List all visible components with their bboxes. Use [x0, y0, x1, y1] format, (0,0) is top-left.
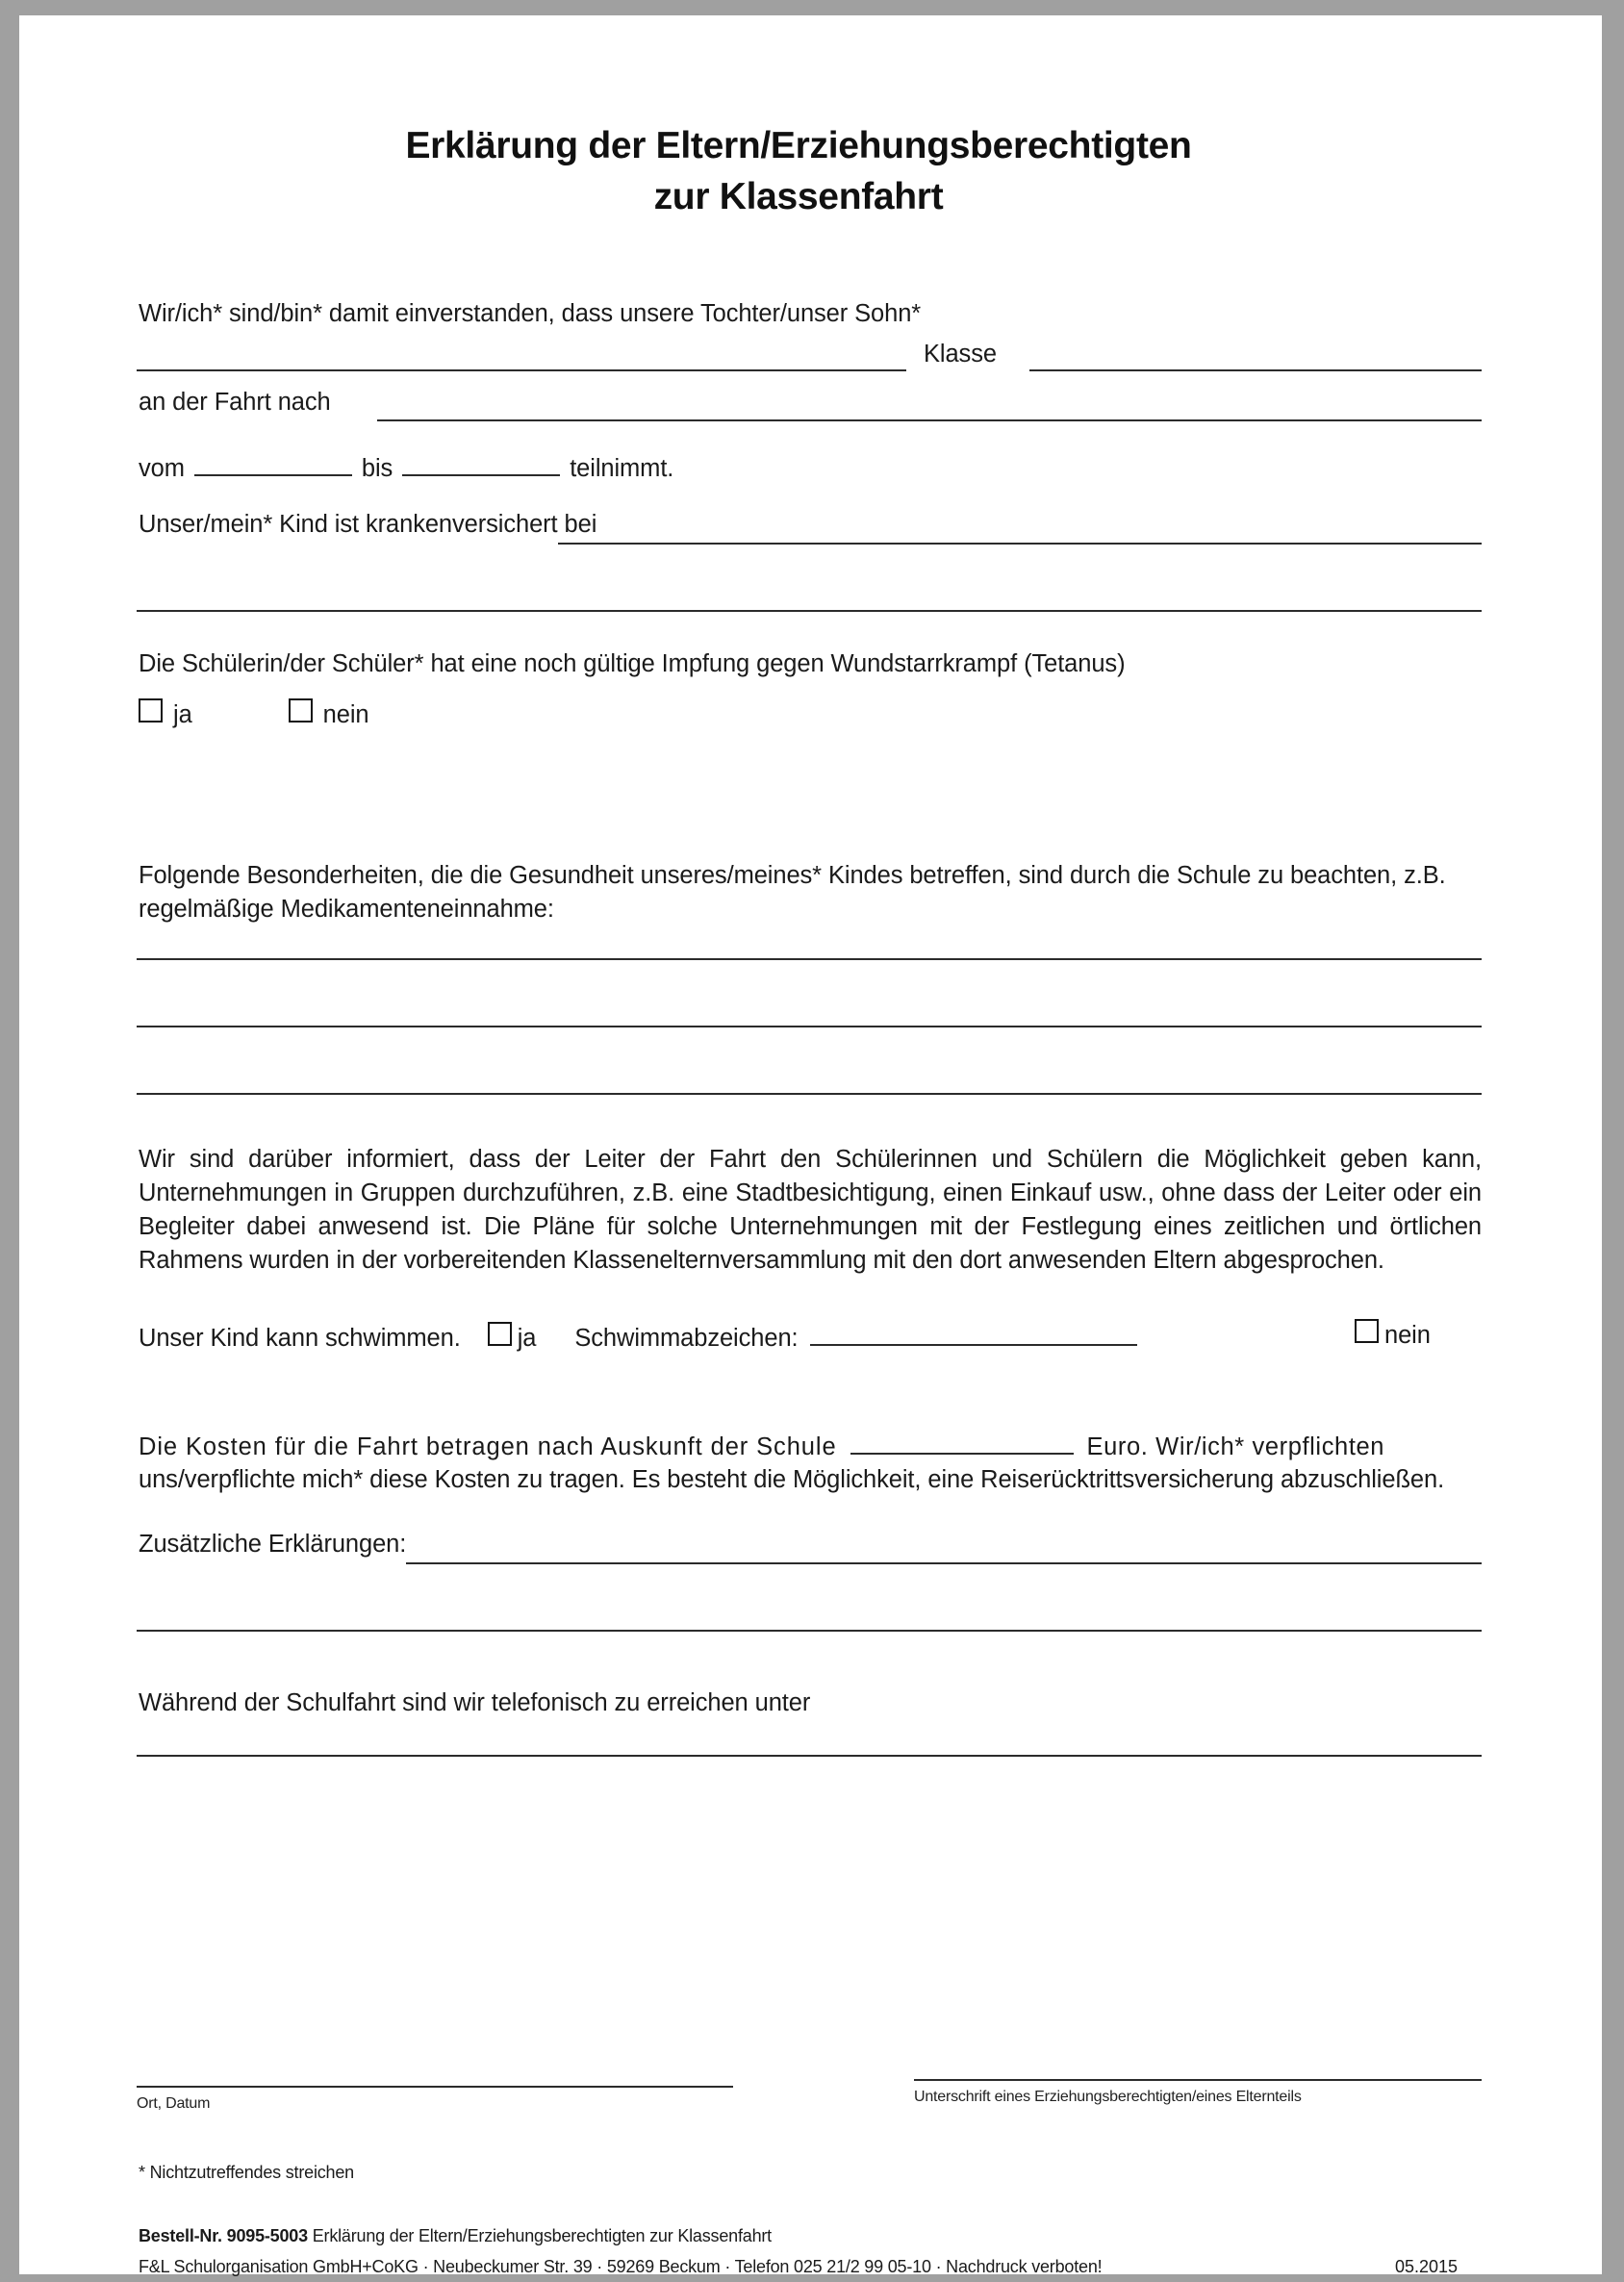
costs-row-2 — [139, 1466, 1444, 1494]
tetanus-question — [139, 650, 1125, 678]
swimming-yes-label: ja — [517, 1325, 537, 1352]
health-notes-label-1: Folgende Besonderheiten, die die Gesundheit unseres/meines* Kindes betreffen, sind durch die Schule zu beachten, z.B. — [139, 862, 1446, 889]
date-from-label: vom — [139, 455, 185, 482]
trip-destination-row — [139, 389, 331, 417]
swimming-statement-label: Unser Kind kann schwimmen. — [139, 1325, 461, 1352]
health-notes-field-1[interactable] — [137, 958, 1482, 960]
class-label: Klasse — [924, 341, 997, 368]
order-number-row — [139, 2226, 772, 2246]
revision-date: 05.2015 — [1395, 2257, 1459, 2276]
tetanus-question-label: Die Schülerin/der Schüler* hat eine noch gültige Impfung gegen Wundstarrkrampf (Tetanus) — [139, 650, 1126, 677]
consent-intro-label: Wir/ich* sind/bin* damit einverstanden, dass unsere Tochter/unser Sohn* — [139, 300, 922, 327]
place-date-caption: Ort, Datum — [137, 2095, 211, 2112]
insurance-label: Unser/mein* Kind ist krankenversichert bei — [139, 511, 597, 538]
place-date-field[interactable] — [137, 2086, 733, 2088]
class-field-group — [924, 341, 997, 368]
phone-row — [139, 1689, 810, 1717]
class-field[interactable] — [1029, 369, 1482, 371]
costs-row-1 — [139, 1432, 1384, 1461]
swimming-yes-checkbox[interactable] — [488, 1322, 512, 1346]
title-line-1: Erklärung der Eltern/Erziehungsberechtigten — [405, 125, 1192, 166]
participates-label: teilnimmt. — [570, 455, 674, 482]
order-number-label: Bestell-Nr. 9095-5003 — [139, 2226, 308, 2245]
signature-field[interactable] — [914, 2079, 1482, 2081]
student-name-field[interactable] — [137, 369, 906, 371]
footnote-text: * Nichtzutreffendes streichen — [139, 2163, 354, 2182]
costs-label-line-2: uns/verpflichte mich* diese Kosten zu tragen. Es besteht die Möglichkeit, eine Reiserücktrittsversicherung abzuschließen. — [139, 1466, 1445, 1493]
consent-intro — [139, 300, 921, 328]
health-notes-line-1 — [139, 862, 1446, 890]
date-to-label: bis — [361, 455, 393, 482]
trip-dates-row — [139, 453, 673, 483]
page-title — [115, 121, 1482, 222]
swimming-no-label: nein — [1384, 1322, 1431, 1349]
swimming-no-checkbox[interactable] — [1355, 1319, 1379, 1343]
phone-label: Während der Schulfahrt sind wir telefonisch zu erreichen unter — [139, 1689, 811, 1716]
health-notes-field-2[interactable] — [137, 1026, 1482, 1027]
health-notes-field-3[interactable] — [137, 1093, 1482, 1095]
tetanus-options — [139, 698, 368, 729]
swimming-no-group — [1355, 1319, 1431, 1350]
trip-destination-field[interactable] — [377, 419, 1482, 421]
tetanus-yes-checkbox[interactable] — [139, 698, 163, 723]
additional-declarations-label: Zusätzliche Erklärungen: — [139, 1531, 407, 1558]
insurance-field-line-2[interactable] — [137, 610, 1482, 612]
page-content — [115, 15, 1539, 2274]
additional-declarations-field-2[interactable] — [137, 1630, 1482, 1632]
health-notes-label-2: regelmäßige Medikamenteneinnahme: — [139, 896, 554, 923]
costs-amount-field[interactable] — [850, 1432, 1074, 1455]
date-from-field[interactable] — [194, 453, 352, 476]
phone-field[interactable] — [137, 1755, 1482, 1757]
signature-caption: Unterschrift eines Erziehungsberechtigten/eines Elternteils — [914, 2089, 1302, 2105]
order-number-title: Erklärung der Eltern/Erziehungsberechtigten zur Klassenfahrt — [307, 2226, 772, 2245]
costs-label-after: Euro. Wir/ich* verpflichten — [1086, 1433, 1385, 1460]
trip-destination-label: an der Fahrt nach — [139, 389, 331, 416]
health-notes-line-2 — [139, 896, 554, 924]
tetanus-no-checkbox[interactable] — [289, 698, 313, 723]
swimming-badge-label: Schwimmabzeichen: — [574, 1325, 799, 1352]
insurance-row — [139, 511, 596, 539]
swimming-badge-field[interactable] — [810, 1323, 1137, 1346]
date-to-field[interactable] — [402, 453, 560, 476]
document-page — [19, 15, 1602, 2274]
company-line: F&L Schulorganisation GmbH+CoKG · Neubeckumer Str. 39 · 59269 Beckum · Telefon 025 21/2 99 05-10 · Nachdruck verboten! — [139, 2257, 1103, 2276]
insurance-field-line-1[interactable] — [558, 543, 1482, 545]
swimming-row — [139, 1322, 1137, 1353]
tetanus-yes-label: ja — [173, 701, 192, 728]
additional-declarations-row — [139, 1531, 406, 1559]
title-line-2: zur Klassenfahrt — [653, 175, 944, 217]
costs-label-before: Die Kosten für die Fahrt betragen nach Auskunft der Schule — [139, 1433, 837, 1460]
additional-declarations-field-1[interactable] — [406, 1562, 1482, 1564]
group-activities-paragraph: Wir sind darüber informiert, dass der Leiter der Fahrt den Schülerinnen und Schülern die Möglichkeit geben kann, Unternehmungen in Gruppen durchzuführen, z.B. eine Stadtbesichtigung, einen Einkauf usw., ohne dass der Leiter oder ein Begleiter dabei anwesend ist. Die Pläne für solche Unternehmungen mit der Festlegung eines zeitlichen und örtlichen Rahmens wurden in der vorbereitenden Klassenelternversammlung mit den dort anwesenden Eltern abgesprochen. — [139, 1146, 1482, 1274]
tetanus-no-label: nein — [322, 701, 369, 728]
